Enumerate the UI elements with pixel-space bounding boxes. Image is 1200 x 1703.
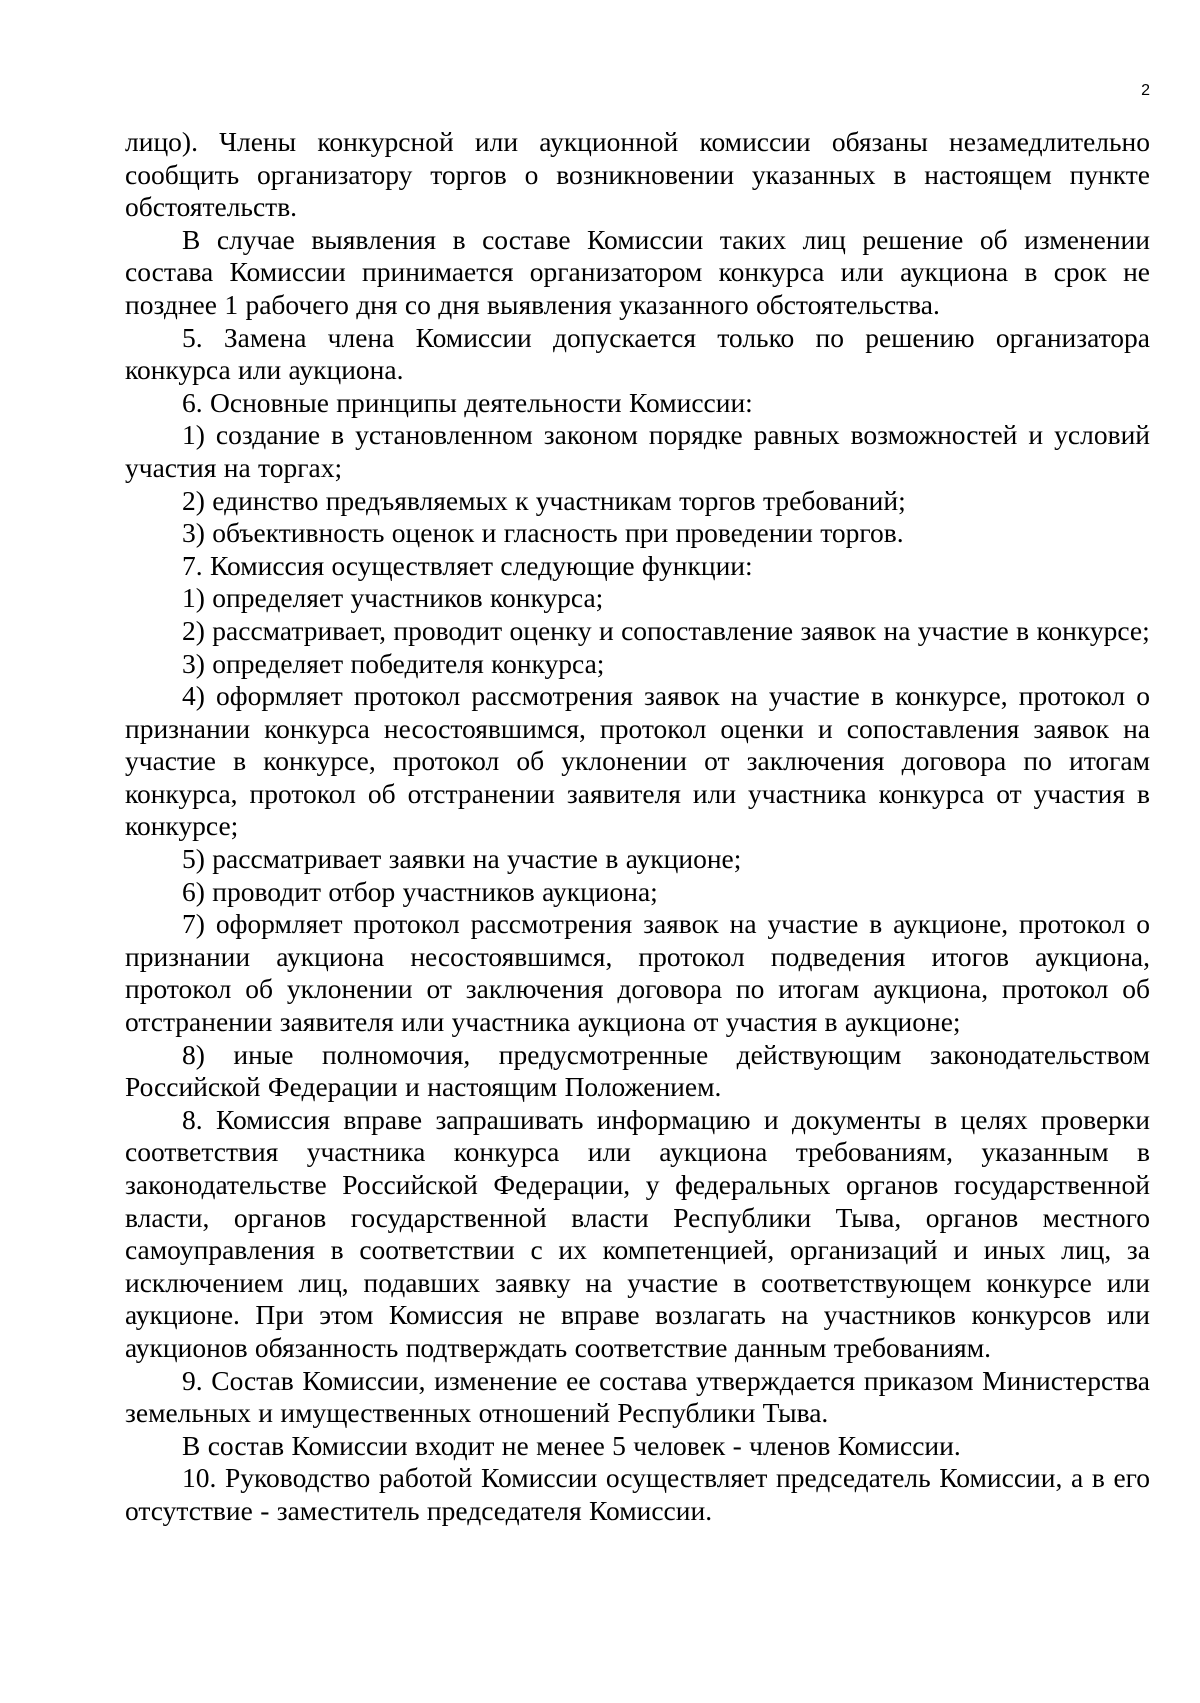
list-item: 1) создание в установленном законом порядке равных возможностей и условий участия на торгах;: [125, 419, 1150, 483]
list-item: 5) рассматривает заявки на участие в аукционе;: [182, 843, 742, 875]
page-number: 2: [1141, 82, 1150, 99]
list-item: 1) определяет участников конкурса;: [182, 582, 604, 614]
document-body: [125, 126, 1150, 1528]
paragraph: 6. Основные принципы деятельности Комиссии:: [182, 386, 753, 418]
paragraph: 8. Комиссия вправе запрашивать информацию и документы в целях проверки соответствия участника конкурса или аукциона требованиям, указанным в законодательстве Российской Федерации, у федеральных органов государственной власти, органов государственной власти Республики Тыва, органов местного самоуправления в соответствии с их компетенцией, организаций и иных лиц, за исключением лиц, подавших заявку на участие в соответствующем конкурсе или аукционе. При этом Комиссия не вправе возлагать на участников конкурсов или аукционов обязанность подтверждать соответствие данным требованиям.: [125, 1103, 1150, 1363]
paragraph: лицо). Члены конкурсной или аукционной комиссии обязаны незамедлительно сообщить организатору торгов о возникновении указанных в настоящем пункте обстоятельств.: [125, 126, 1150, 223]
paragraph: 7. Комиссия осуществляет следующие функции:: [182, 549, 753, 581]
list-item: 6) проводит отбор участников аукциона;: [182, 875, 658, 907]
list-item: 2) единство предъявляемых к участникам торгов требований;: [182, 484, 906, 516]
list-item: 3) объективность оценок и гласность при проведении торгов.: [182, 517, 904, 549]
paragraph: 5. Замена члена Комиссии допускается только по решению организатора конкурса или аукциона.: [125, 321, 1150, 386]
list-item: 7) оформляет протокол рассмотрения заявок на участие в аукционе, протокол о признании аукциона несостоявшимся, протокол подведения итогов аукциона, протокол об уклонении от заключения договора по итогам аукциона, протокол об отстранении заявителя или участника аукциона от участия в аукционе;: [125, 908, 1150, 1038]
list-item: 2) рассматривает, проводит оценку и сопоставление заявок на участие в конкурсе;: [182, 614, 1150, 646]
paragraph: В состав Комиссии входит не менее 5 человек - членов Комиссии.: [182, 1429, 961, 1461]
list-item: 3) определяет победителя конкурса;: [182, 647, 605, 679]
paragraph: В случае выявления в составе Комиссии таких лиц решение об изменении состава Комиссии принимается организатором конкурса или аукциона в срок не позднее 1 рабочего дня со дня выявления указанного обстоятельства.: [125, 223, 1150, 320]
list-item: 4) оформляет протокол рассмотрения заявок на участие в конкурсе, протокол о признании конкурса несостоявшимся, протокол оценки и сопоставления заявок на участие в конкурсе, протокол об уклонении от заключения договора по итогам конкурса, протокол об отстранении заявителя или участника конкурса от участия в конкурсе;: [125, 680, 1150, 842]
paragraph: 9. Состав Комиссии, изменение ее состава утверждается приказом Министерства земельных и имущественных отношений Республики Тыва.: [125, 1364, 1150, 1429]
list-item: 8) иные полномочия, предусмотренные действующим законодательством Российской Федерации и настоящим Положением.: [125, 1038, 1150, 1103]
paragraph: 10. Руководство работой Комиссии осуществляет председатель Комиссии, а в его отсутствие - заместитель председателя Комиссии.: [125, 1462, 1150, 1526]
